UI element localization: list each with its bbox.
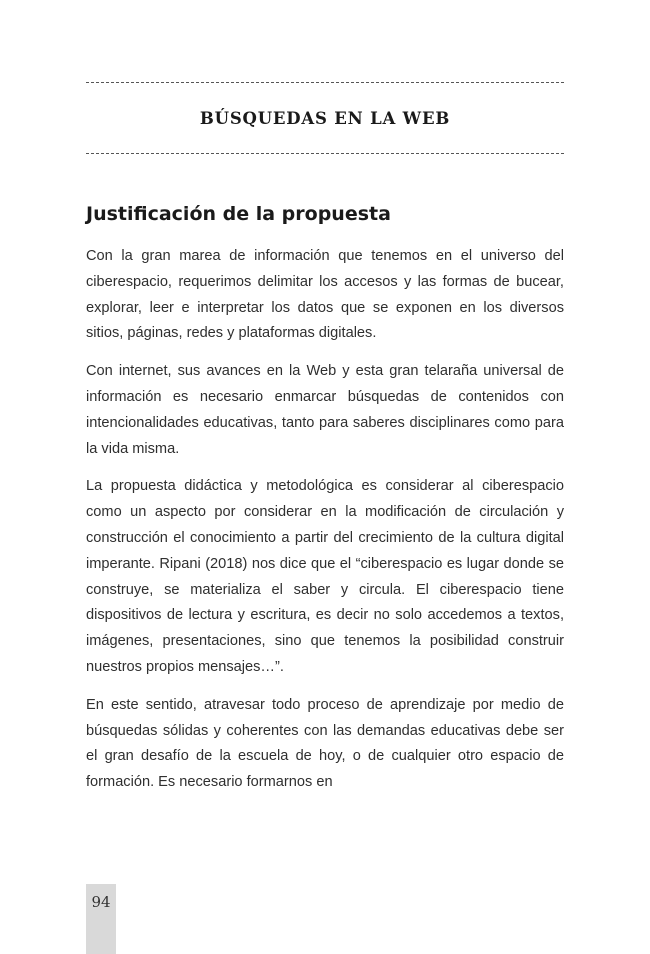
chapter-title: BÚSQUEDAS EN LA WEB (199, 109, 451, 128)
section-heading: Justificación de la propuesta (86, 203, 391, 225)
paragraph-3: La propuesta didáctica y metodológica es considerar al ciberespacio como un aspecto por considerar en la modificación de circulación y construcción el conocimiento a partir del crecimiento de la cultura digital imperante. Ripani (2018) nos dice que el “ciberespacio es lugar donde se construye, se materializa el saber y circula. El ciberespacio tiene dispositivos de lectura y escritura, es decir no solo accedemos a textos, imágenes, presentaciones, sino que tenemos la posibilidad construir nuestros propios mensajes…”. (86, 478, 564, 675)
page-number: 94 (91, 893, 111, 911)
paragraph-4: En este sentido, atravesar todo proceso de aprendizaje por medio de búsquedas sólidas y coherentes con las demandas educativas debe ser el gran desafío de la escuela de hoy, o de cualquier otro espacio de formación. Es necesario formarnos en (86, 696, 564, 791)
header-top-dashed-rule (86, 82, 564, 83)
paragraph-1: Con la gran marea de información que tenemos en el universo del ciberespacio, requerimos delimitar los accesos y las formas de bucear, explorar, leer e interpretar los datos que se exponen en los diversos sitios, páginas, redes y plataformas digitales. (86, 248, 564, 342)
body-text (86, 244, 564, 808)
header-bottom-dashed-rule (86, 153, 564, 154)
paragraph-2: Con internet, sus avances en la Web y esta gran telaraña universal de información es necesario enmarcar búsquedas de contenidos con intencionalidades educativas, tanto para saberes disciplinares como para la vida misma. (86, 363, 564, 457)
